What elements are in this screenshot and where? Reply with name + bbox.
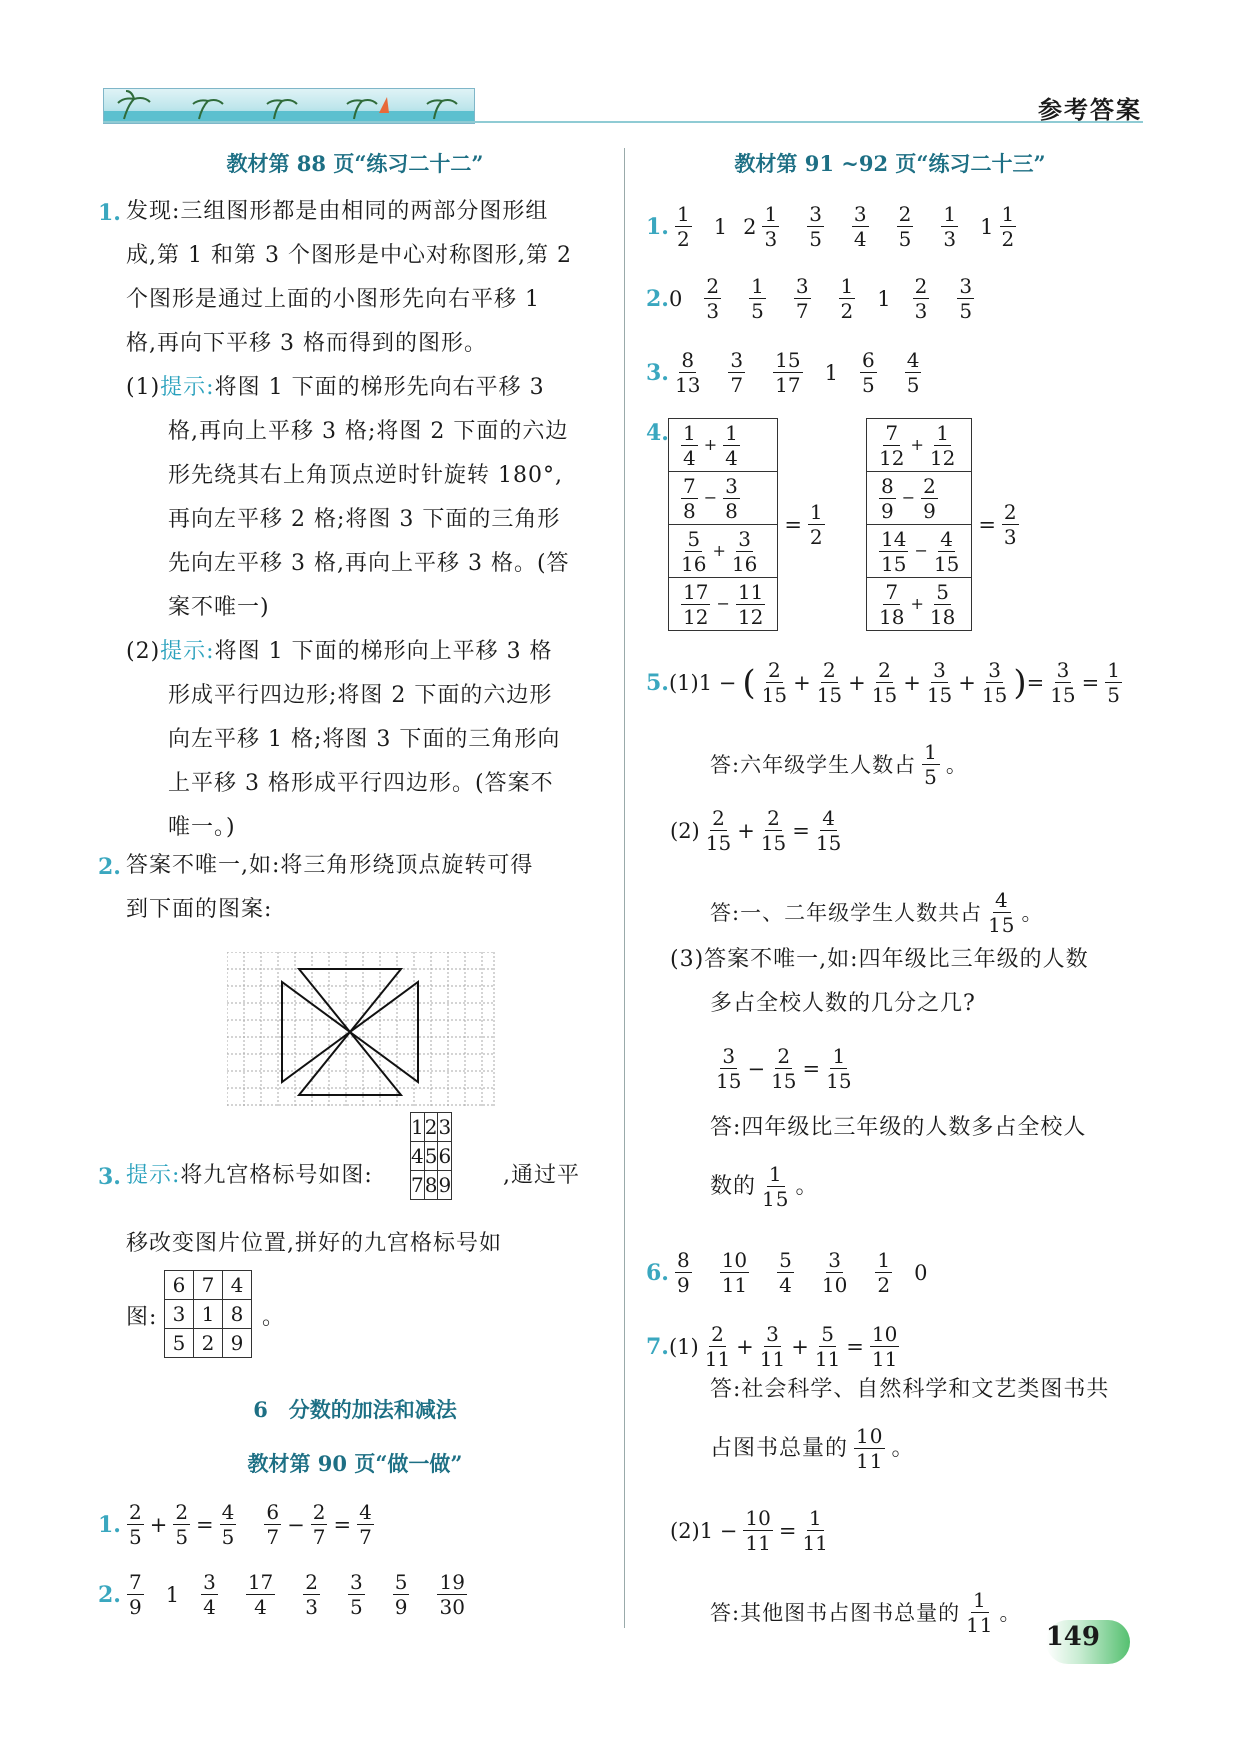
answer-text: 数的 xyxy=(710,1173,757,1199)
fraction: $\frac{8}{13}$ xyxy=(674,348,701,397)
part-prefix: (2)1 − xyxy=(670,1518,738,1543)
r4-box2: $\frac{7}{12}$ + $\frac{1}{12}$ $\frac{8}{9}$ − $\frac{2}{9}$ $\frac{14}{15}$ − $\frac{4}{15}$ $\frac{7}{18}$ + $\frac{5}{18}$ = $\frac{2}{3}$ xyxy=(866,418,1025,631)
fraction: $\frac{2}{3}$ xyxy=(706,274,720,323)
fraction: $\frac{5}{9}$ xyxy=(394,1570,408,1619)
grid-cell: 7 xyxy=(411,1171,425,1200)
integer: 1 xyxy=(713,214,728,239)
d1-row: 1. $\frac{2}{5}$ + $\frac{2}{5}$ = $\frac{4}{5}$ $\frac{6}{7}$ − $\frac{2}{7}$ = $\frac{4}{7}$ xyxy=(98,1500,372,1549)
r5p3-line: (3)答案不唯一,如:四年级比三年级的人数 xyxy=(670,947,1089,972)
fraction: $\frac{3}{4}$ xyxy=(853,202,867,251)
integer: 0 xyxy=(668,286,683,311)
answer-text: 占图书总量的 xyxy=(710,1435,849,1461)
r2-row xyxy=(646,274,980,323)
part-prefix: (1) xyxy=(668,1334,699,1359)
fraction: $\frac{1}{2}$ xyxy=(1001,202,1015,251)
fraction: $\frac{2}{3}$ xyxy=(914,274,928,323)
fraction: $\frac{3}{5}$ xyxy=(809,202,822,251)
part-prefix: (1) xyxy=(126,375,161,400)
q1p1-line: 形先绕其右上角顶点逆时针旋转 180°, xyxy=(168,463,563,488)
answer-text: 答:一、二年级学生人数共占 xyxy=(710,900,983,925)
hint-label: 提示: xyxy=(160,639,215,664)
q1-line: 格,再向下平移 3 格而得到的图形。 xyxy=(126,331,487,356)
r5-p1-row: 5. (1)1 − ( $\frac{2}{15}$ + $\frac{2}{15}$ + $\frac{2}{15}$ + $\frac{3}{15}$ + $\frac{3}{15}$ ) = $\frac{3}{15}$ = $\frac{1}{5}$ xyxy=(646,658,1120,707)
r7-p2-row: (2)1 − $\frac{10}{11}$ = $\frac{1}{11}$ xyxy=(670,1506,828,1555)
q2-number: 2. xyxy=(98,854,121,880)
q3-text: 移改变图片位置,拼好的九宫格标号如 xyxy=(126,1231,502,1256)
r5-a2-row: 答:一、二年级学生人数共占 $\frac{4}{15}$ 。 xyxy=(710,888,1044,937)
r5-a1-row: 答:六年级学生人数占 $\frac{1}{5}$ 。 xyxy=(710,740,968,789)
q1p2-line: 形成平行四边形;将图 2 下面的六边形 xyxy=(168,683,553,708)
header-title: 参考答案 xyxy=(1038,95,1142,124)
fraction: $\frac{3}{5}$ xyxy=(350,1570,363,1619)
q1-number: 1. xyxy=(98,200,121,226)
r7-a1: 答:社会科学、自然科学和文艺类图书共 占图书总量的 $\frac{10}{11}$ 。 xyxy=(710,1368,1150,1473)
q3-number: 3. xyxy=(98,1164,121,1190)
integer: 0 xyxy=(914,1260,928,1285)
q3-text: 将九宫格标号如图: xyxy=(180,1163,373,1188)
q2-text xyxy=(126,844,646,932)
q1p1-line: 案不唯一) xyxy=(168,595,270,620)
fraction: $\frac{1}{3}$ xyxy=(943,202,957,251)
r2-number: 2. xyxy=(646,285,669,312)
grid-cell: 3 xyxy=(165,1300,194,1329)
fraction: $\frac{1}{5}$ xyxy=(751,274,764,323)
fraction-box-table: $\frac{7}{12}$ + $\frac{1}{12}$ $\frac{8}{9}$ − $\frac{2}{9}$ $\frac{14}{15}$ − $\frac{4}{15}$ $\frac{7}{18}$ + $\frac{5}{18}$ xyxy=(866,418,972,631)
integer: 2 xyxy=(743,214,757,239)
grid-cell: 4 xyxy=(223,1271,252,1300)
fraction: $\frac{15}{17}$ xyxy=(775,348,801,397)
chapter-title: 6 分数的加法和减法 xyxy=(253,1397,457,1422)
r5p3-line: 多占全校人数的几分之几? xyxy=(710,991,976,1016)
d1-number: 1. xyxy=(98,1511,121,1538)
q1-text xyxy=(126,190,656,366)
r5-number: 5. xyxy=(646,669,669,696)
hint-label: 提示: xyxy=(126,1163,181,1188)
part-prefix: (1)1 − xyxy=(668,670,737,695)
r7-number: 7. xyxy=(646,1333,669,1360)
fraction: $\frac{3}{4}$ xyxy=(203,1570,216,1619)
d2-row xyxy=(98,1570,473,1619)
answer-text: 答:其他图书占图书总量的 xyxy=(710,1600,961,1625)
header-rule xyxy=(103,121,1143,123)
answer-text: 答:四年级比三年级的人数多占全校人 xyxy=(710,1115,1087,1140)
section-title-zuoyizuo: 教材第 90 页“做一做” xyxy=(247,1451,463,1476)
r4-number: 4. xyxy=(646,420,669,446)
hint-label: 提示: xyxy=(160,375,215,400)
grid-cell: 3 xyxy=(438,1113,452,1142)
section-title-ex23: 教材第 91 ~92 页“练习二十三” xyxy=(734,151,1046,176)
fraction: $\frac{19}{30}$ xyxy=(439,1570,465,1619)
fraction: $\frac{2}{5}$ xyxy=(898,202,912,251)
fraction: $\frac{7}{9}$ xyxy=(128,1570,142,1619)
fraction: $\frac{6}{7}$ xyxy=(266,1500,280,1549)
palm-beach-illustration xyxy=(104,89,474,123)
grid-cell: 2 xyxy=(424,1113,438,1142)
part-prefix: (2) xyxy=(126,639,161,664)
grid-cell: 2 xyxy=(194,1329,223,1358)
grid-cell: 6 xyxy=(438,1142,452,1171)
fraction: $\frac{17}{4}$ xyxy=(247,1570,274,1619)
grid-cell: 8 xyxy=(424,1171,438,1200)
fraction: $\frac{2}{5}$ xyxy=(175,1500,189,1549)
fraction: $\frac{2}{3}$ xyxy=(1003,500,1017,549)
r7-p1-row: 7. (1) $\frac{2}{11}$ + $\frac{3}{11}$ + $\frac{5}{11}$ = $\frac{10}{11}$ xyxy=(646,1322,898,1371)
q1p2-line: 唯一。) xyxy=(168,815,236,840)
section-title-ex22: 教材第 88 页“练习二十二” xyxy=(226,151,484,176)
answer-text: 答:社会科学、自然科学和文艺类图书共 xyxy=(710,1377,1110,1402)
header-banner xyxy=(103,88,475,124)
fraction: $\frac{1}{2}$ xyxy=(676,202,690,251)
fraction: $\frac{2}{3}$ xyxy=(305,1570,318,1619)
r5-p2-row: (2) $\frac{2}{15}$ + $\frac{2}{15}$ = $\frac{4}{15}$ xyxy=(670,806,842,855)
integer: 1 xyxy=(877,286,891,311)
r5-a3: 答:四年级比三年级的人数多占全校人 数的 $\frac{1}{15}$ 。 xyxy=(710,1106,1150,1211)
page-number: 149 xyxy=(1045,1622,1100,1652)
grid-cell: 8 xyxy=(223,1300,252,1329)
d2-number: 2. xyxy=(98,1581,121,1608)
fraction: $\frac{1}{3}$ xyxy=(764,202,778,251)
fraction: $\frac{4}{5}$ xyxy=(221,1500,235,1549)
r1-row xyxy=(646,202,1022,251)
fraction: $\frac{6}{5}$ xyxy=(861,348,875,397)
r3-number: 3. xyxy=(646,359,669,386)
grid-cell: 5 xyxy=(165,1329,194,1358)
q1p2-line: 将图 1 下面的梯形向上平移 3 格 xyxy=(214,639,553,664)
answer-text: 答:六年级学生人数占 xyxy=(710,752,917,777)
r4-box1: $\frac{1}{4}$ + $\frac{1}{4}$ $\frac{7}{8}$ − $\frac{3}{8}$ $\frac{5}{16}$ + $\frac{3}{16}$ $\frac{17}{12}$ − $\frac{11}{12}$ = $\frac{1}{2}$ xyxy=(668,418,831,631)
grid-cell: 1 xyxy=(194,1300,223,1329)
q1p2-line: 上平移 3 格形成平行四边形。(答案不 xyxy=(168,771,554,796)
q3-line1 xyxy=(126,1154,373,1198)
r7-a2-row: 答:其他图书占图书总量的 $\frac{1}{11}$ 。 xyxy=(710,1588,1022,1637)
grid-cell: 6 xyxy=(165,1271,194,1300)
q3-text: 图: xyxy=(126,1305,158,1330)
q2-line: 到下面的图案: xyxy=(126,897,273,922)
q1-part1 xyxy=(126,366,606,630)
q1-line: 发现:三组图形都是由相同的两部分图形组 xyxy=(126,199,549,224)
grid-cell: 1 xyxy=(411,1113,425,1142)
grid-cell: 7 xyxy=(194,1271,223,1300)
integer: 1 xyxy=(165,1582,180,1607)
fraction-box-table: $\frac{1}{4}$ + $\frac{1}{4}$ $\frac{7}{8}$ − $\frac{3}{8}$ $\frac{5}{16}$ + $\frac{3}{16}$ $\frac{17}{12}$ − $\frac{11}{12}$ xyxy=(668,418,778,631)
grid-cell: 9 xyxy=(223,1329,252,1358)
r5-p3 xyxy=(670,938,1150,1026)
q1-line: 个图形是通过上面的小图形先向右平移 1 xyxy=(126,287,540,312)
q2-line: 答案不唯一,如:将三角形绕顶点旋转可得 xyxy=(126,853,534,878)
nine-grid-solution xyxy=(164,1270,252,1358)
fraction: $\frac{2}{5}$ xyxy=(128,1500,142,1549)
q1-part2 xyxy=(126,630,606,850)
q1-line: 成,第 1 和第 3 个图形是中心对称图形,第 2 xyxy=(126,243,572,268)
pinwheel-grid-figure xyxy=(227,952,495,1106)
nine-grid-original xyxy=(410,1112,452,1200)
r5-p3-calc: $\frac{3}{15}$ − $\frac{2}{15}$ = $\frac{1}{15}$ xyxy=(716,1044,852,1093)
grid-cell: 4 xyxy=(411,1142,425,1171)
r1-number: 1. xyxy=(646,213,669,240)
q3-text: 。 xyxy=(262,1305,286,1330)
r3-row xyxy=(646,348,927,397)
q1p1-line: 先向左平移 3 格,再向上平移 3 格。(答 xyxy=(168,551,570,576)
r6-number: 6. xyxy=(646,1259,669,1286)
fraction: $\frac{3}{7}$ xyxy=(795,274,809,323)
r6-row: 6. $\frac{8}{9}$ $\frac{10}{11}$ $\frac{5}{4}$ $\frac{3}{10}$ $\frac{1}{2}$ 0 xyxy=(646,1248,928,1297)
part-prefix: (2) xyxy=(670,818,700,843)
fraction: $\frac{4}{7}$ xyxy=(359,1500,372,1549)
grid-cell: 5 xyxy=(424,1142,438,1171)
fraction: $\frac{2}{7}$ xyxy=(312,1500,326,1549)
fraction: $\frac{3}{7}$ xyxy=(730,348,744,397)
integer: 1 xyxy=(980,214,994,239)
fraction: $\frac{1}{2}$ xyxy=(809,500,823,549)
q1p1-line: 再向左平移 2 格;将图 3 下面的三角形 xyxy=(168,507,561,532)
q1p1-line: 将图 1 下面的梯形先向右平移 3 xyxy=(214,375,545,400)
q3-text: ,通过平 xyxy=(503,1163,580,1188)
integer: 1 xyxy=(824,360,838,385)
q1p1-line: 格,再向上平移 3 格;将图 2 下面的六边 xyxy=(168,419,569,444)
fraction: $\frac{1}{2}$ xyxy=(840,274,854,323)
grid-cell: 9 xyxy=(438,1171,452,1200)
fraction: $\frac{3}{5}$ xyxy=(959,274,973,323)
fraction: $\frac{4}{5}$ xyxy=(906,348,920,397)
q1p2-line: 向左平移 1 格;将图 3 下面的三角形向 xyxy=(168,727,561,752)
